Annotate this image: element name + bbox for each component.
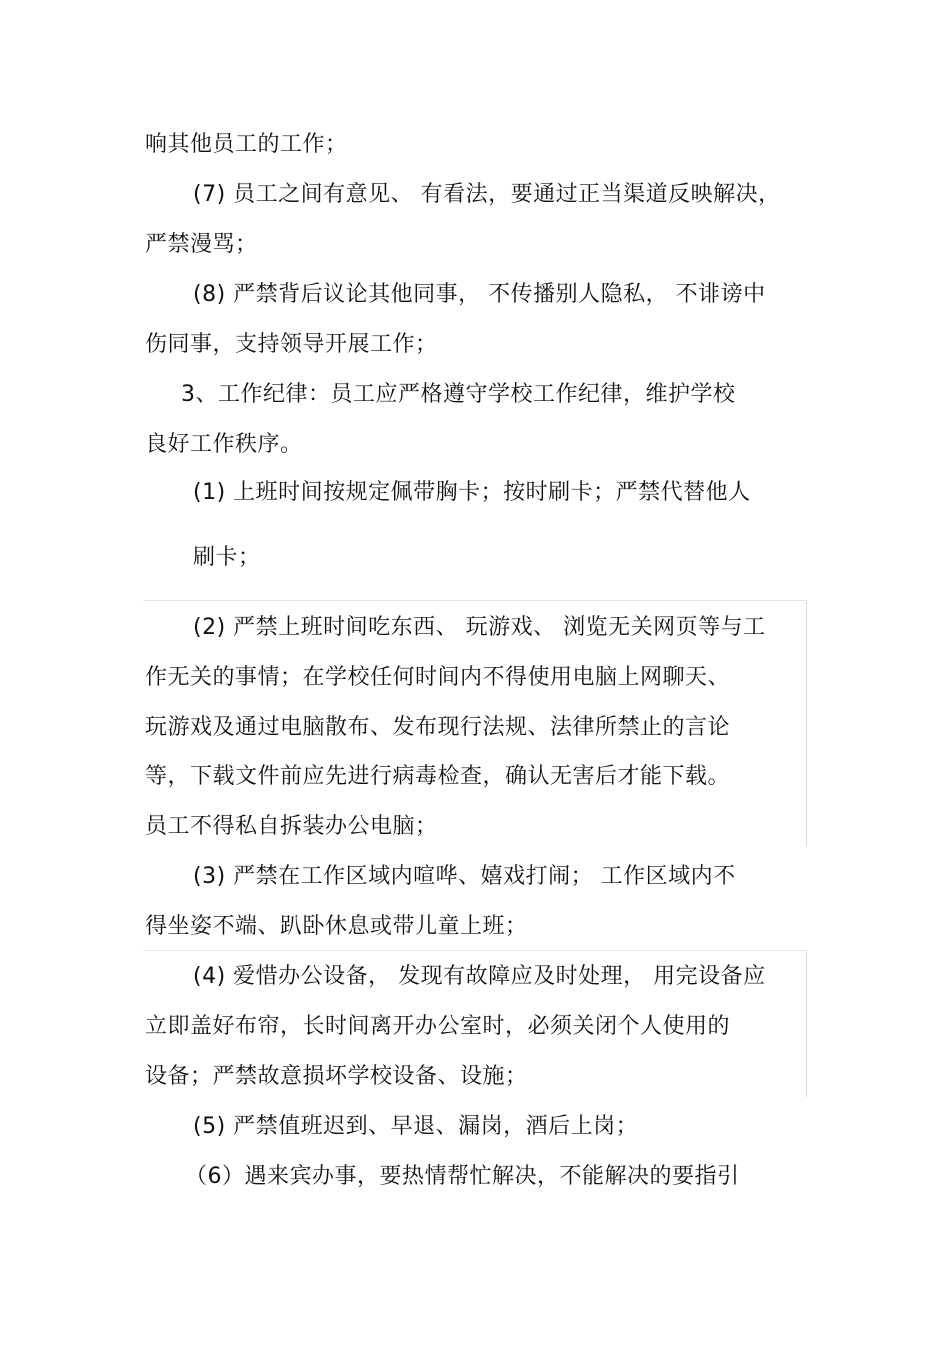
section-heading: 3、工作纪律：员工应严格遵守学校工作纪律，维护学校 — [181, 382, 736, 407]
text-line: 设备；严禁故意损坏学校设备、设施； — [145, 1064, 528, 1089]
text-line: 良好工作秩序。 — [145, 432, 303, 457]
text-line: 作无关的事情；在学校任何时间内不得使用电脑上网聊天、 — [145, 665, 731, 690]
text-line: 响其他员工的工作； — [145, 132, 348, 157]
text-line: (2) 严禁上班时间吃东西、 玩游戏、 浏览无关网页等与工 — [193, 615, 766, 640]
text-line: (1) 上班时间按规定佩带胸卡；按时刷卡；严禁代替他人 — [193, 480, 751, 505]
text-line: (7) 员工之间有意见、 有看法，要通过正当渠道反映解决， — [193, 182, 781, 207]
text-line: 立即盖好布帘，长时间离开办公室时，必须关闭个人使用的 — [145, 1014, 731, 1039]
text-line: 玩游戏及通过电脑散布、发布现行法规、法律所禁止的言论 — [145, 715, 731, 740]
text-line: (8) 严禁背后议论其他同事， 不传播别人隐私， 不诽谤中 — [193, 282, 766, 307]
text-line: 员工不得私自拆装办公电脑； — [145, 814, 438, 839]
text-line: 伤同事，支持领导开展工作； — [145, 332, 438, 357]
text-line: 得坐姿不端、趴卧休息或带儿童上班； — [145, 914, 528, 939]
text-line: （6）遇来宾办事，要热情帮忙解决，不能解决的要指引 — [185, 1164, 740, 1189]
text-line: 等，下载文件前应先进行病毒检查，确认无害后才能下载。 — [145, 764, 731, 789]
text-line: (3) 严禁在工作区域内喧哗、嬉戏打闹； 工作区域内不 — [193, 864, 736, 889]
text-line: 刷卡； — [193, 545, 261, 570]
text-line: (5) 严禁值班迟到、早退、漏岗，酒后上岗； — [193, 1114, 639, 1139]
text-line: 严禁漫骂； — [145, 232, 258, 257]
text-line: (4) 爱惜办公设备， 发现有故障应及时处理， 用完设备应 — [193, 964, 766, 989]
